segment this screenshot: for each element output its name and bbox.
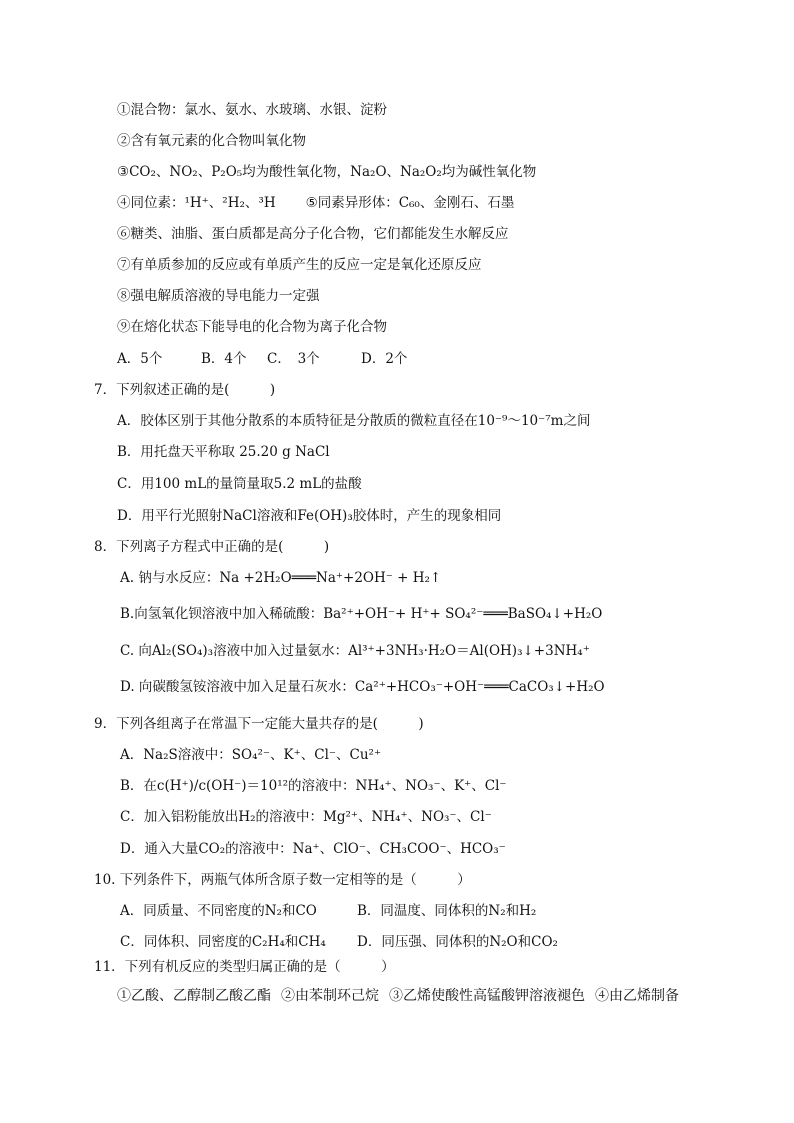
q7-option-c: C．用100 mL的量筒量取5.2 mL的盐酸 bbox=[117, 476, 362, 492]
q8-option-d: D. 向碳酸氢铵溶液中加入足量石灰水：Ca²⁺+HCO₃⁻+OH⁻═══CaCO₃↓+H₂O bbox=[120, 679, 605, 695]
q7-stem: 7．下列叙述正确的是( ) bbox=[94, 382, 276, 398]
statement-9: ⑨在熔化状态下能导电的化合物为离子化合物 bbox=[117, 319, 387, 335]
q10-options-ab bbox=[120, 902, 536, 920]
q9-option-b: B．在c(H⁺)/c(OH⁻)＝10¹²的溶液中：NH₄⁺、NO₃⁻、K⁺、Cl⁻ bbox=[120, 778, 507, 794]
q7-option-a: A．胶体区别于其他分散系的本质特征是分散质的微粒直径在10⁻⁹～10⁻⁷m之间 bbox=[117, 413, 591, 429]
q11-option-2: ②由苯制环己烷 bbox=[281, 988, 379, 1004]
q8-option-a: A. 钠与水反应：Na +2H₂O═══Na⁺+2OH⁻ + H₂↑ bbox=[120, 570, 442, 586]
q6-option-d: D．2个 bbox=[361, 351, 408, 367]
q8-option-c: C. 向Al₂(SO₄)₃溶液中加入过量氨水：Al³⁺+3NH₃·H₂O＝Al(OH)₃↓+3NH₄⁺ bbox=[120, 643, 590, 659]
statement-2: ②含有氧元素的化合物叫氧化物 bbox=[117, 133, 306, 149]
q9-option-d: D．通入大量CO₂的溶液中：Na⁺、ClO⁻、CH₃COO⁻、HCO₃⁻ bbox=[120, 841, 506, 857]
q10-options-cd bbox=[120, 933, 558, 951]
q9-option-a: A．Na₂S溶液中：SO₄²⁻、K⁺、Cl⁻、Cu²⁺ bbox=[120, 747, 382, 763]
q7-option-b: B．用托盘天平称取 25.20 g NaCl bbox=[117, 444, 330, 460]
q11-option-4: ④由乙烯制备 bbox=[595, 988, 679, 1004]
q11-option-1: ①乙酸、乙醇制乙酸乙酯 bbox=[117, 988, 271, 1004]
statement-4: ④同位素：¹H⁺、²H₂、³H bbox=[117, 195, 276, 211]
q9-option-c: C．加入铝粉能放出H₂的溶液中：Mg²⁺、NH₄⁺、NO₃⁻、Cl⁻ bbox=[120, 809, 492, 825]
q8-option-b: B.向氢氧化钡溶液中加入稀硫酸：Ba²⁺+OH⁻+ H⁺+ SO₄²⁻═══BaSO₄↓+H₂O bbox=[120, 606, 603, 622]
q9-stem: 9．下列各组离子在常温下一定能大量共存的是( ) bbox=[94, 716, 424, 732]
q6-option-b: B．4个 bbox=[201, 351, 247, 367]
q10-option-d: D．同压强、同体积的N₂O和CO₂ bbox=[357, 934, 558, 950]
q6-option-a: A．5个 bbox=[117, 351, 163, 367]
q11-options bbox=[117, 987, 679, 1005]
q10-option-a: A．同质量、不同密度的N₂和CO bbox=[120, 903, 317, 919]
q11-stem: 11．下列有机反应的类型归属正确的是（ ） bbox=[94, 959, 395, 975]
q8-stem: 8．下列离子方程式中正确的是( ) bbox=[94, 539, 330, 555]
q7-option-d: D．用平行光照射NaCl溶液和Fe(OH)₃胶体时，产生的现象相同 bbox=[117, 508, 502, 524]
q10-stem: 10. 下列条件下，两瓶气体所含原子数一定相等的是（ ） bbox=[94, 872, 471, 888]
statement-4-5 bbox=[117, 194, 514, 212]
q6-option-c: C． 3个 bbox=[267, 351, 320, 367]
statement-3: ③CO₂、NO₂、P₂O₅均为酸性氧化物，Na₂O、Na₂O₂均为碱性氧化物 bbox=[117, 164, 537, 180]
q10-option-b: B．同温度、同体积的N₂和H₂ bbox=[357, 903, 537, 919]
statement-1: ①混合物：氯水、氨水、水玻璃、水银、淀粉 bbox=[117, 102, 387, 118]
q10-option-c: C．同体积、同密度的C₂H₄和CH₄ bbox=[120, 934, 326, 950]
statement-6: ⑥糖类、油脂、蛋白质都是高分子化合物，它们都能发生水解反应 bbox=[117, 226, 509, 242]
q11-option-3: ③乙烯使酸性高锰酸钾溶液褪色 bbox=[389, 988, 585, 1004]
statement-8: ⑧强电解质溶液的导电能力一定强 bbox=[117, 288, 320, 304]
q6-options bbox=[117, 350, 407, 368]
statement-7: ⑦有单质参加的反应或有单质产生的反应一定是氧化还原反应 bbox=[117, 257, 482, 273]
statement-5: ⑤同素异形体：C₆₀、金刚石、石墨 bbox=[305, 195, 515, 211]
